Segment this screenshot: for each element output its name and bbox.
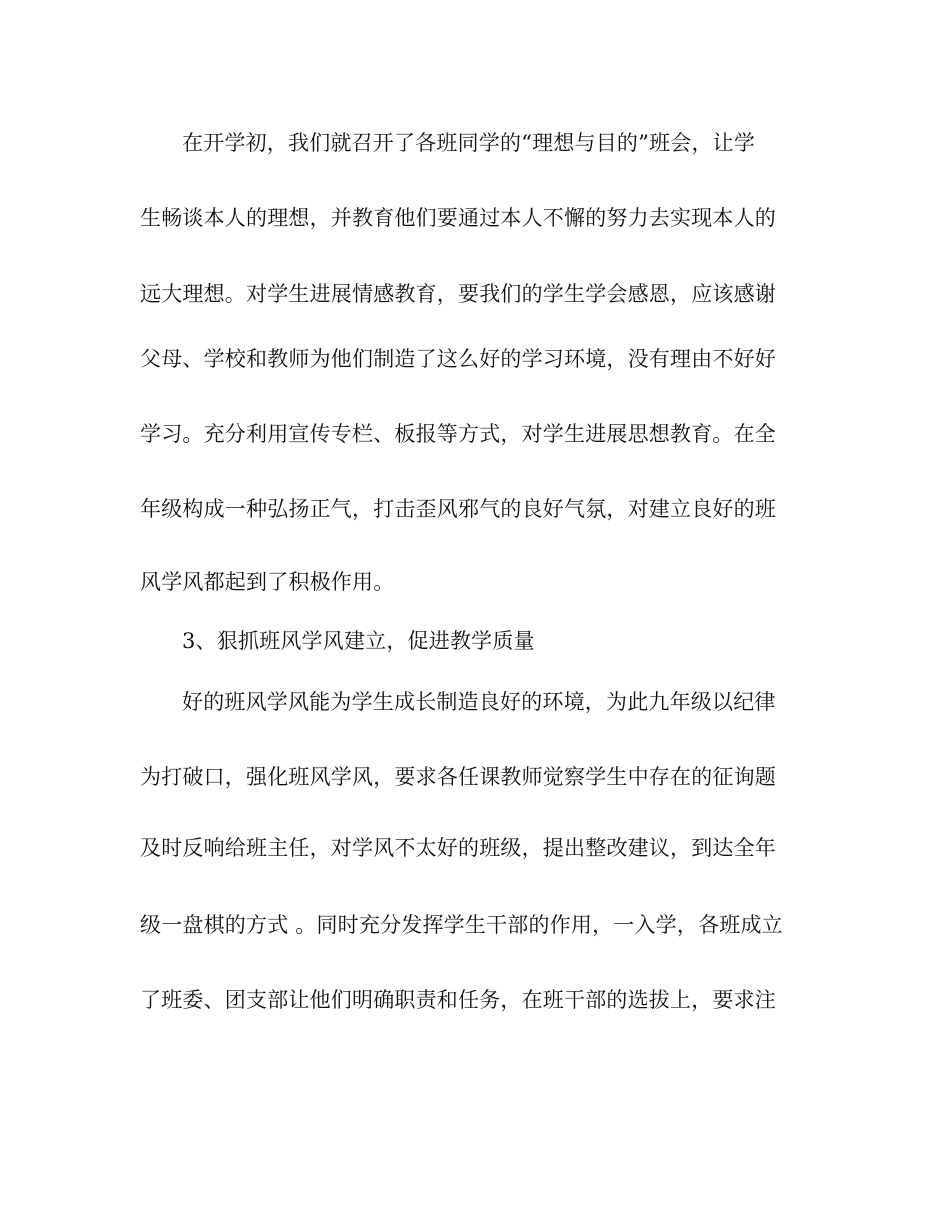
paragraph-line: 及时反响给班主任，对学风不太好的班级，提出整改建议，到达全年 xyxy=(140,836,776,860)
section-heading: 3、狠抓班风学风建立，促进教学质量 xyxy=(182,629,535,653)
paragraph-line: 在开学初，我们就召开了各班同学的“理想与目的”班会，让学 xyxy=(182,131,756,155)
paragraph-line: 父母、学校和教师为他们制造了这么好的学习环境，没有理由不好好 xyxy=(140,347,776,371)
paragraph-line: 生畅谈本人的理想，并教育他们要通过本人不懈的努力去实现本人的 xyxy=(140,206,776,230)
paragraph-line: 远大理想。对学生进展情感教育，要我们的学生学会感恩，应该感谢 xyxy=(140,282,776,306)
paragraph-line: 了班委、团支部让他们明确职责和任务，在班干部的选拔上，要求注 xyxy=(140,988,776,1012)
paragraph-line: 级一盘棋的方式 。同时充分发挥学生干部的作用，一入学，各班成立 xyxy=(140,913,783,937)
paragraph-line: 好的班风学风能为学生成长制造良好的环境，为此九年级以纪律 xyxy=(182,690,776,714)
paragraph-line: 为打破口，强化班风学风，要求各任课教师觉察学生中存在的征询题 xyxy=(140,765,776,789)
paragraph-line: 年级构成一种弘扬正气，打击歪风邪气的良好气氛，对建立良好的班 xyxy=(140,497,776,521)
paragraph-line: 风学风都起到了积极作用。 xyxy=(140,570,395,594)
paragraph-line: 学习。充分利用宣传专栏、板报等方式，对学生进展思想教育。在全 xyxy=(140,422,776,446)
